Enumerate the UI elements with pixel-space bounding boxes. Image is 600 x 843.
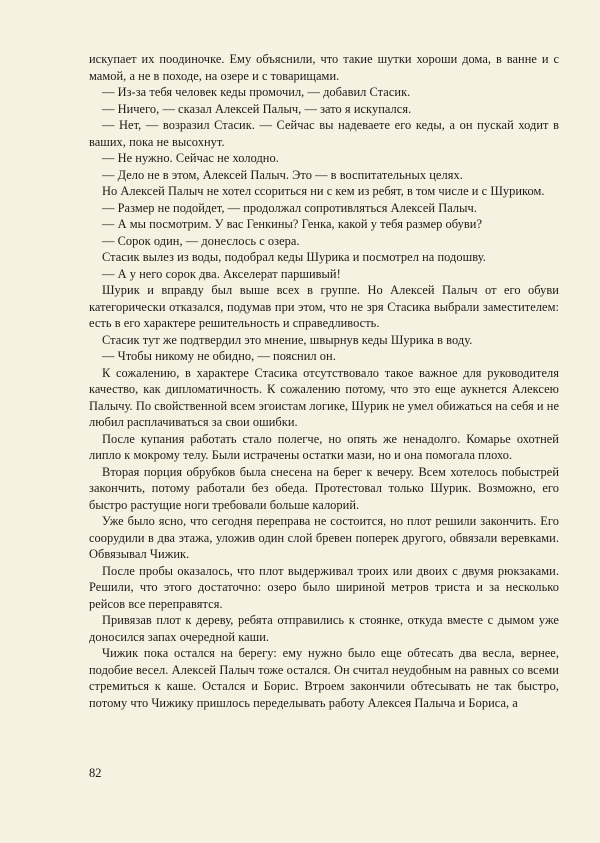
paragraph: — А у него сорок два. Акселерат паршивый! bbox=[102, 266, 341, 281]
paragraph: — Дело не в этом, Алексей Палыч. Это — в воспитательных целях. bbox=[102, 167, 463, 182]
paragraph: Уже было ясно, что сегодня переправа не состоится, но плот решили закончить. Его соорудили в два этажа, уложив один слой бревен поперек другого, обвязали веревками. Обвязывал Чижик. bbox=[89, 514, 559, 561]
paragraph: — Из-за тебя человек кеды промочил, — добавил Стасик. bbox=[102, 85, 411, 99]
paragraph: Но Алексей Палыч не хотел ссориться ни с кем из ребят, в том числе и с Шуриком. bbox=[102, 184, 545, 198]
paragraph: — Не нужно. Сейчас не холодно. bbox=[102, 151, 279, 165]
paragraph: После пробы оказалось, что плот выдерживал троих или двоих с двумя рюкзаками. Решили, что этого достаточно: озеро было шириной метров триста и за несколько рейсов все переправятся. bbox=[89, 563, 559, 611]
paragraph: Чижик пока остался на берегу: ему нужно было еще обтесать два весла, вернее, подобие весел. Алексей Палыч тоже остался. Он считал неудобным на равных со всеми стремиться к каше. Остался и Борис. Втроем закончили обтесывать не так быстро, потому что Чижику пришлось переделывать работу Алексея Палыча и Бориса, а bbox=[89, 646, 559, 710]
paragraph: — Ничего, — сказал Алексей Палыч, — зато я искупался. bbox=[102, 101, 412, 116]
paragraph: — А мы посмотрим. У вас Генкины? Генка, какой у тебя размер обуви? bbox=[102, 217, 483, 231]
paragraph: — Чтобы никому не обидно, — пояснил он. bbox=[102, 349, 336, 363]
paragraph: — Сорок один, — донеслось с озера. bbox=[102, 233, 300, 248]
paragraph: Привязав плот к дереву, ребята отправились к стоянке, откуда вместе с дымом уже доносился запах очередной каши. bbox=[89, 613, 559, 644]
paragraph: — Размер не подойдет, — продолжал сопротивляться Алексей Палыч. bbox=[102, 200, 477, 215]
page-number: 82 bbox=[89, 766, 102, 780]
paragraph: После купания работать стало полегче, но опять же ненадолго. Комарье охотней липло к мокрому телу. Были истрачены остатки мази, но и она помогала плохо. bbox=[89, 431, 559, 462]
paragraph: Вторая порция обрубков была снесена на берег к вечеру. Всем хотелось побыстрей закончить, потому работали без обеда. Протестовал только Шурик. Возможно, его быстро растущие ноги требовали больше калорий. bbox=[89, 464, 559, 512]
body-text bbox=[89, 51, 559, 711]
paragraph: искупает их поодиночке. Ему объяснили, что такие шутки хороши дома, в ванне и с мамой, а не в походе, на озере и с товарищами. bbox=[89, 52, 559, 83]
paragraph: Стасик вылез из воды, подобрал кеды Шурика и посмотрел на подошву. bbox=[102, 250, 486, 264]
paragraph: Шурик и вправду был выше всех в группе. Но Алексей Палыч от его обуви категорически отказался, подумав при этом, что не зря Стасика выбрали заместителем: есть в его характере решительность и справедливость. bbox=[89, 283, 559, 330]
paragraph: К сожалению, в характере Стасика отсутствовало такое важное для руководителя качество, как дипломатичность. К сожалению потому, что это еще аукнется Алексею Палычу. По свойственной всем эгоистам логике, Шурик не умел обижаться на себя и не любил расплачиваться за свои ошибки. bbox=[89, 365, 559, 429]
paragraph: Стасик тут же подтвердил это мнение, швырнув кеды Шурика в воду. bbox=[102, 332, 473, 347]
paragraph: — Нет, — возразил Стасик. — Сейчас вы надеваете его кеды, а он пускай ходит в ваших, пока не высохнут. bbox=[89, 118, 559, 149]
